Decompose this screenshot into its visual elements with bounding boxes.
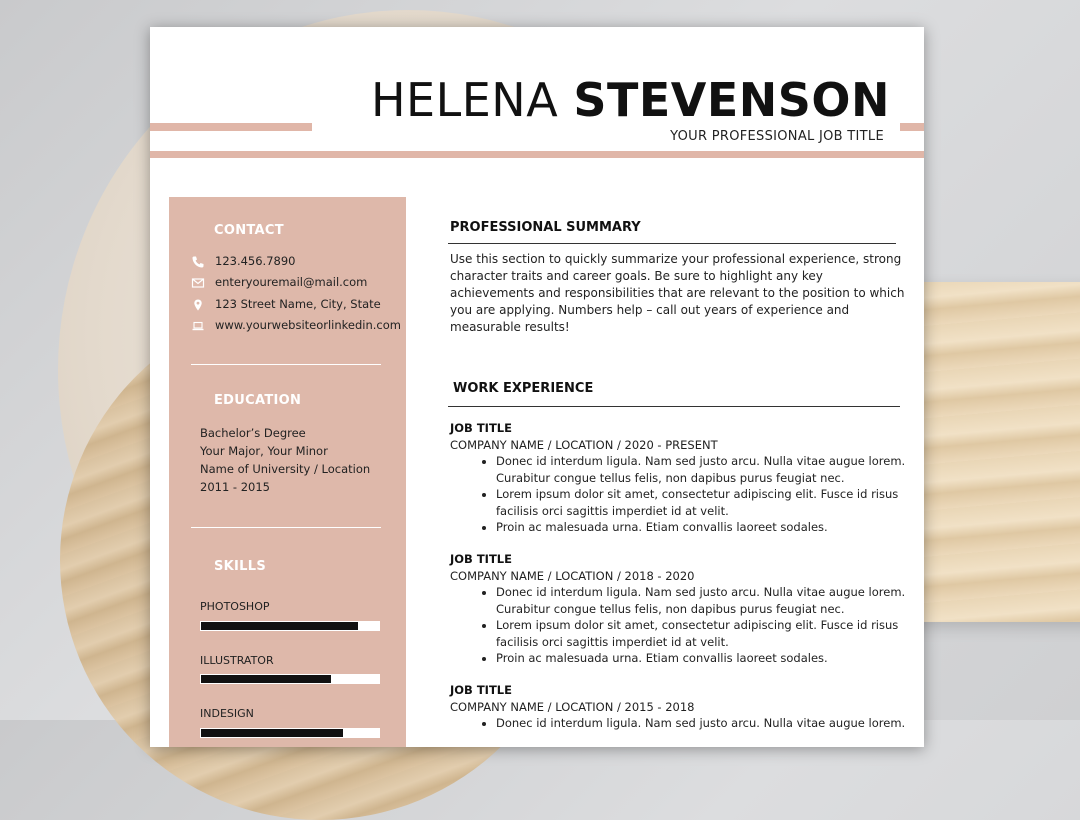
contact-phone [191, 252, 295, 270]
job-company: COMPANY NAME / LOCATION / 2018 - 2020 [450, 569, 695, 583]
sidebar-divider [191, 364, 381, 365]
job-bullet: • Donec id interdum ligula. Nam sed justo arcu. Nulla vitae augue lorem. Curabitur congue tellus felis, non dapibus purus feugiat nec. [496, 453, 910, 486]
job-company: COMPANY NAME / LOCATION / 2020 - PRESENT [450, 438, 718, 452]
skill-bar-fill [201, 675, 331, 683]
job-bullets [450, 715, 910, 732]
contact-email-text[interactable]: enteryouremail@mail.com [215, 275, 368, 289]
job-entry [450, 420, 910, 536]
job-bullet: • Proin ac malesuada urna. Etiam convallis laoreet sodales. [496, 650, 910, 667]
skill-bar [200, 621, 380, 631]
contact-website-text[interactable]: www.yourwebsiteorlinkedin.com [215, 318, 401, 332]
job-title: JOB TITLE [450, 421, 512, 435]
job-bullet: • Donec id interdum ligula. Nam sed justo arcu. Nulla vitae augue lorem. Curabitur congue tellus felis, non dapibus purus feugiat nec. [496, 584, 910, 617]
sidebar-divider [191, 527, 381, 528]
main-content [450, 27, 910, 747]
background-wood-board [900, 282, 1080, 622]
skill-bar [200, 674, 380, 684]
summary-heading: PROFESSIONAL SUMMARY [450, 220, 641, 235]
job-bullet: • Proin ac malesuada urna. Etiam convallis laoreet sodales. [496, 519, 910, 536]
job-entry [450, 551, 910, 667]
summary-rule [448, 243, 896, 244]
skills-heading: SKILLS [214, 559, 267, 574]
job-title: JOB TITLE [450, 552, 512, 566]
skill-label: ILLUSTRATOR [200, 654, 274, 667]
skill-bar-fill [201, 622, 358, 630]
job-company: COMPANY NAME / LOCATION / 2015 - 2018 [450, 700, 695, 714]
job-bullet: • Lorem ipsum dolor sit amet, consectetur adipiscing elit. Fusce id risus facilisis orci sagittis imperdiet id at velit. [496, 486, 910, 519]
first-name: HELENA [370, 73, 559, 127]
job-title: JOB TITLE [450, 683, 512, 697]
skill-label: PHOTOSHOP [200, 600, 270, 613]
education-major: Your Major, Your Minor [200, 444, 328, 458]
contact-address [191, 295, 381, 313]
experience-rule [448, 406, 900, 407]
skill-label: INDESIGN [200, 707, 254, 720]
contact-address-text: 123 Street Name, City, State [215, 297, 381, 311]
summary-text: Use this section to quickly summarize your professional experience, strong character traits and career goals. Be sure to highlight any key achievements and responsibilities that are relevant to the position to which you are applying. Numbers help – call out years of experience and measurable results! [450, 252, 905, 334]
contact-heading: CONTACT [214, 223, 284, 238]
accent-rule-left [150, 123, 312, 131]
resume-page [150, 27, 924, 747]
professional-job-title: YOUR PROFESSIONAL JOB TITLE [670, 129, 884, 144]
phone-icon [191, 254, 205, 268]
laptop-icon [191, 318, 205, 332]
location-pin-icon [191, 297, 205, 311]
education-university: Name of University / Location [200, 462, 371, 476]
last-name: STEVENSON [573, 73, 890, 127]
contact-email[interactable] [191, 273, 367, 291]
job-entry [450, 682, 910, 732]
job-bullets [450, 584, 910, 667]
job-bullet: • Lorem ipsum dolor sit amet, consectetur adipiscing elit. Fusce id risus facilisis orci sagittis imperdiet id at velit. [496, 617, 910, 650]
skill-bar [200, 728, 380, 738]
experience-heading: WORK EXPERIENCE [453, 381, 594, 396]
contact-website[interactable] [191, 316, 401, 334]
contact-phone-text: 123.456.7890 [215, 254, 296, 268]
sidebar [169, 197, 406, 747]
email-icon [191, 275, 205, 289]
job-bullets [450, 453, 910, 536]
job-bullet: • Donec id interdum ligula. Nam sed justo arcu. Nulla vitae augue lorem. [496, 715, 910, 732]
education-degree: Bachelor’s Degree [200, 426, 306, 440]
education-heading: EDUCATION [214, 393, 302, 408]
education-years: 2011 - 2015 [200, 480, 270, 494]
skill-bar-fill [201, 729, 343, 737]
